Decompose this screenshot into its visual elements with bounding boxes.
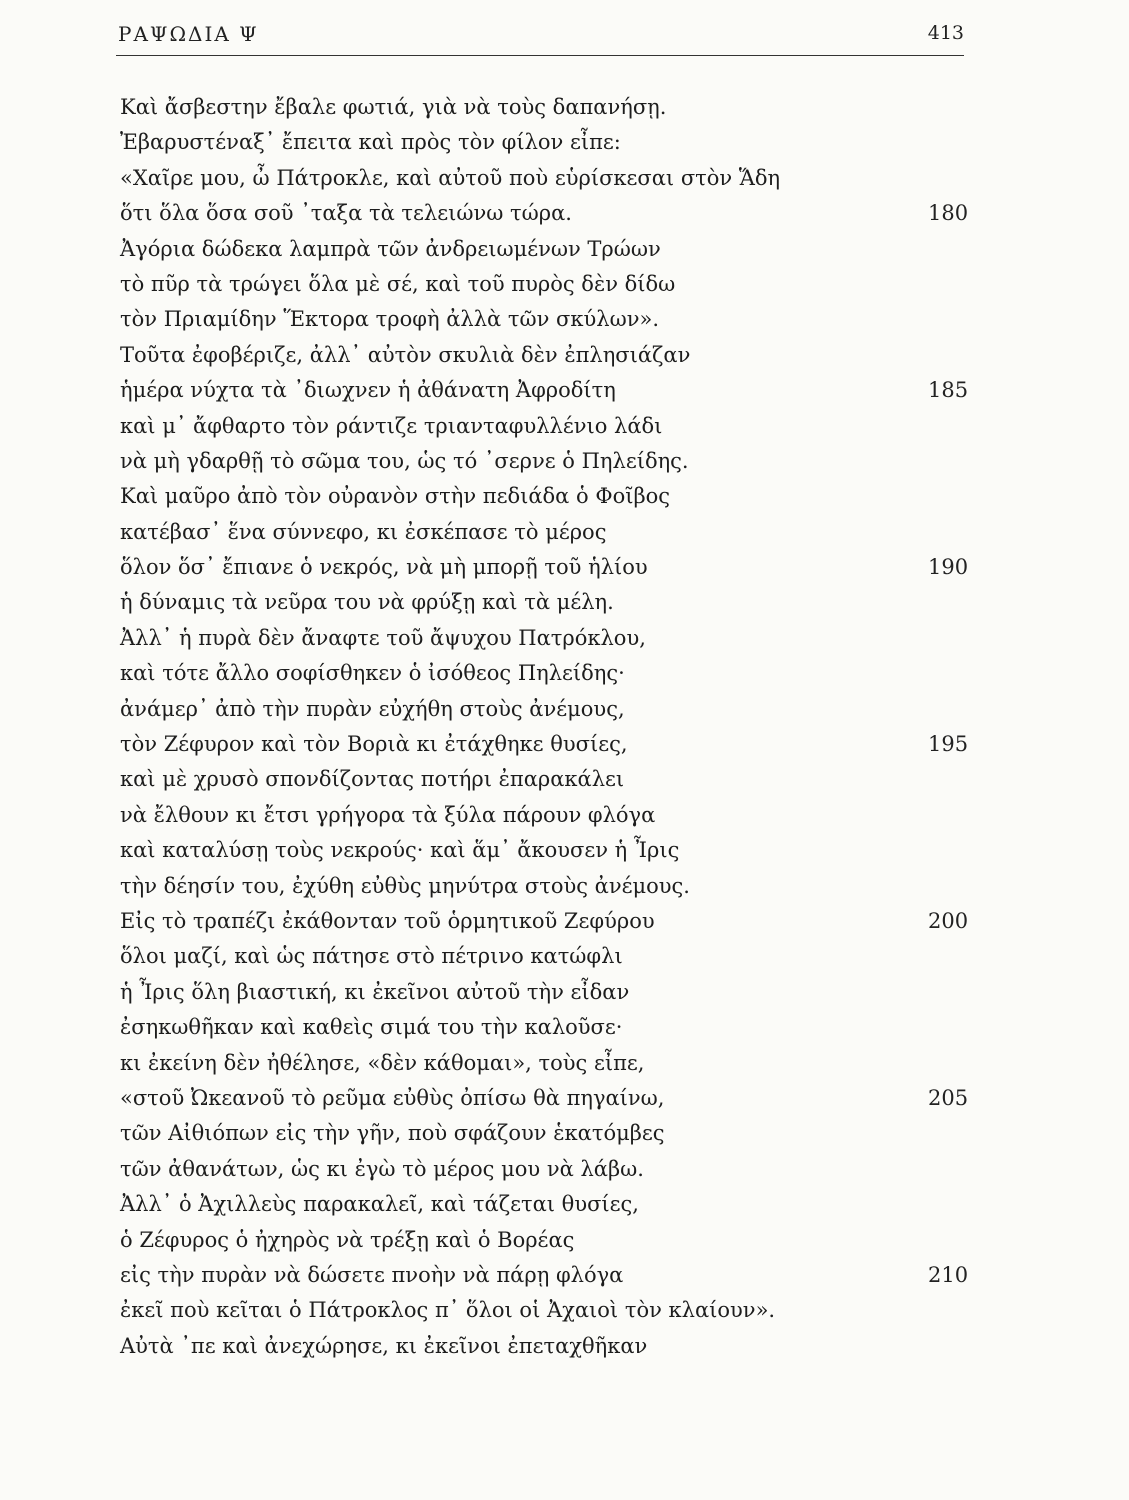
running-head: ΡΑΨΩΔΙΑ Ψ xyxy=(118,22,259,46)
verse-line xyxy=(120,1258,980,1293)
verse-line xyxy=(120,373,980,408)
verse-text: νὰ μὴ γδαρθῇ τὸ σῶμα του, ὡς τό ᾽σερνε ὁ Πηλείδης. xyxy=(120,448,689,473)
verse-text: ὁ Ζέφυρος ὁ ἠχηρὸς νὰ τρέξῃ καὶ ὁ Βορέας xyxy=(120,1227,575,1252)
verse-text: νὰ ἔλθουν κι ἔτσι γρήγορα τὰ ξύλα πάρουν φλόγα xyxy=(120,802,656,827)
verse-line xyxy=(120,585,980,620)
line-number: 190 xyxy=(928,555,969,580)
verse-line xyxy=(120,515,980,550)
verse-line xyxy=(120,1293,980,1328)
verse-line xyxy=(120,550,980,585)
verse-line xyxy=(120,692,980,727)
verse-text: τῶν Αἰθιόπων εἰς τὴν γῆν, ποὺ σφάζουν ἑκατόμβες xyxy=(120,1121,665,1146)
verse-text: τῶν ἀθανάτων, ὡς κι ἐγὼ τὸ μέρος μου νὰ λάβω. xyxy=(120,1156,644,1181)
verse-text: καὶ μ᾿ ἄφθαρτο τὸν ράντιζε τριανταφυλλένιο λάδι xyxy=(120,413,663,438)
verse-line xyxy=(120,939,980,974)
verse-text: ὅλοι μαζί, καὶ ὡς πάτησε στὸ πέτρινο κατώφλι xyxy=(120,944,623,969)
verse-text: Καὶ μαῦρο ἀπὸ τὸν οὐρανὸν στὴν πεδιάδα ὁ Φοῖβος xyxy=(120,484,670,509)
verse-text: Εἰς τὸ τραπέζι ἐκάθονταν τοῦ ὁρμητικοῦ Ζεφύρου xyxy=(120,908,655,933)
verse-text: ἀνάμερ᾿ ἀπὸ τὴν πυρὰν εὐχήθη στοὺς ἀνέμους, xyxy=(120,696,625,721)
verse-text: κατέβασ᾿ ἕνα σύννεφο, κι ἐσκέπασε τὸ μέρος xyxy=(120,519,607,544)
verse-text: τὸν Ζέφυρον καὶ τὸν Βοριὰ κι ἐτάχθηκε θυσίες, xyxy=(120,732,628,757)
verse-text: εἰς τὴν πυρὰν νὰ δώσετε πνοὴν νὰ πάρῃ φλόγα xyxy=(120,1262,624,1287)
verse-text: ὅτι ὅλα ὅσα σοῦ ᾽ταξα τὰ τελειώνω τώρα. xyxy=(120,201,572,226)
line-number: 180 xyxy=(928,201,969,226)
verse-line xyxy=(120,161,980,196)
verse-line xyxy=(120,232,980,267)
line-number: 185 xyxy=(928,378,969,403)
verse-line xyxy=(120,479,980,514)
verse-list xyxy=(120,90,980,1364)
verse-text: καὶ τότε ἄλλο σοφίσθηκεν ὁ ἰσόθεος Πηλείδης· xyxy=(120,661,625,686)
verse-line xyxy=(120,267,980,302)
verse-line xyxy=(120,409,980,444)
verse-line xyxy=(120,444,980,479)
verse-text: Ἐβαρυστέναξ᾿ ἔπειτα καὶ πρὸς τὸν φίλον εἶπε: xyxy=(120,130,621,155)
verse-line xyxy=(120,1081,980,1116)
verse-line xyxy=(120,196,980,231)
verse-text: τὸν Πριαμίδην Ἕκτορα τροφὴ ἀλλὰ τῶν σκύλων». xyxy=(120,307,659,332)
verse-line xyxy=(120,1116,980,1151)
verse-text: ἐσηκωθῆκαν καὶ καθεὶς σιμά του τὴν καλοῦσε· xyxy=(120,1015,623,1040)
verse-text: Ἀλλ᾿ ὁ Ἀχιλλεὺς παρακαλεῖ, καὶ τάζεται θυσίες, xyxy=(120,1192,639,1217)
verse-line xyxy=(120,90,980,125)
verse-line xyxy=(120,798,980,833)
page-number: 413 xyxy=(927,22,964,44)
verse-line xyxy=(120,302,980,337)
verse-line xyxy=(120,338,980,373)
verse-text: Τοῦτα ἐφοβέριζε, ἀλλ᾿ αὐτὸν σκυλιὰ δὲν ἐπλησιάζαν xyxy=(120,342,691,367)
line-number: 205 xyxy=(928,1085,969,1110)
verse-line xyxy=(120,1223,980,1258)
verse-text: κι ἐκείνη δὲν ἠθέλησε, «δὲν κάθομαι», τοὺς εἶπε, xyxy=(120,1050,645,1075)
line-number: 195 xyxy=(928,732,969,757)
verse-line xyxy=(120,727,980,762)
verse-line xyxy=(120,904,980,939)
header-rule xyxy=(116,55,964,56)
verse-line xyxy=(120,1152,980,1187)
verse-text: Ἀγόρια δώδεκα λαμπρὰ τῶν ἀνδρειωμένων Τρώων xyxy=(120,236,661,261)
verse-line xyxy=(120,1010,980,1045)
verse-text: τὴν δέησίν του, ἐχύθη εὐθὺς μηνύτρα στοὺς ἀνέμους. xyxy=(120,873,690,898)
verse-text: καὶ μὲ χρυσὸ σπονδίζοντας ποτήρι ἐπαρακάλει xyxy=(120,767,625,792)
verse-text: Ἀλλ᾿ ἡ πυρὰ δὲν ἄναφτε τοῦ ἄψυχου Πατρόκλου, xyxy=(120,625,646,650)
verse-text: καὶ καταλύσῃ τοὺς νεκρούς· καὶ ἅμ᾿ ἄκουσεν ἡ Ἶρις xyxy=(120,838,680,863)
verse-text: ἡ Ἶρις ὅλη βιαστική, κι ἐκεῖνοι αὐτοῦ τὴν εἶδαν xyxy=(120,979,630,1004)
verse-text: ἐκεῖ ποὺ κεῖται ὁ Πάτροκλος π᾿ ὅλοι οἱ Ἀχαιοὶ τὸν κλαίουν». xyxy=(120,1298,776,1323)
verse-line xyxy=(120,762,980,797)
verse-text: ἡμέρα νύχτα τὰ ᾽διωχνεν ἡ ἀθάνατη Ἀφροδίτη xyxy=(120,378,616,403)
verse-line xyxy=(120,125,980,160)
verse-text: «Χαῖρε μου, ὦ Πάτροκλε, καὶ αὐτοῦ ποὺ εὑρίσκεσαι στὸν Ἅδη xyxy=(120,165,781,190)
verse-line xyxy=(120,656,980,691)
verse-text: ἡ δύναμις τὰ νεῦρα του νὰ φρύξῃ καὶ τὰ μέλη. xyxy=(120,590,614,615)
verse-line xyxy=(120,1329,980,1364)
verse-line xyxy=(120,1187,980,1222)
verse-text: Καὶ ἄσβεστην ἔβαλε φωτιά, γιὰ νὰ τοὺς δαπανήσῃ. xyxy=(120,95,667,119)
verse-line xyxy=(120,869,980,904)
verse-line xyxy=(120,621,980,656)
verse-text: «στοῦ Ὠκεανοῦ τὸ ρεῦμα εὐθὺς ὀπίσω θὰ πηγαίνω, xyxy=(120,1085,665,1110)
line-number: 210 xyxy=(928,1262,969,1287)
line-number: 200 xyxy=(928,908,969,933)
verse-line xyxy=(120,833,980,868)
verse-line xyxy=(120,1046,980,1081)
verse-text: τὸ πῦρ τὰ τρώγει ὅλα μὲ σέ, καὶ τοῦ πυρὸς δὲν δίδω xyxy=(120,271,676,296)
verse-text: ὅλον ὅσ᾿ ἔπιανε ὁ νεκρός, νὰ μὴ μπορῇ τοῦ ἡλίου xyxy=(120,555,648,580)
verse-text: Αὐτὰ ᾽πε καὶ ἀνεχώρησε, κι ἐκεῖνοι ἐπεταχθῆκαν xyxy=(120,1333,648,1358)
verse-line xyxy=(120,975,980,1010)
